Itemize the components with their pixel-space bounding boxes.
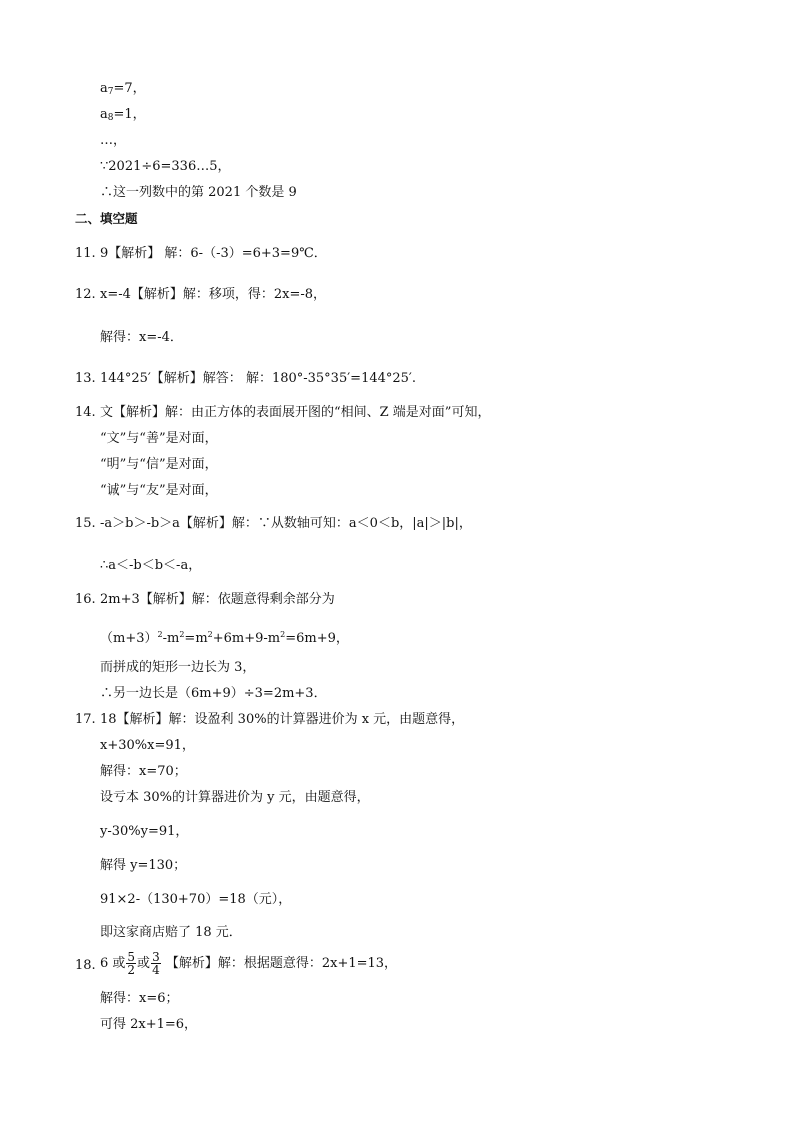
q18-number: 18. [75, 958, 96, 973]
q17-line7: 91×2-（130+70）=18（元）， [100, 892, 292, 907]
q18-fraction-1 [126, 951, 136, 976]
q17-line4: 设亏本 30%的计算器进价为 y 元，由题意得， [100, 790, 370, 805]
q11-number: 11. [75, 246, 96, 261]
q15-answer: -a＞b＞-b＞a【解析】解：∵从数轴可知：a＜0＜b，|a|＞|b|， [100, 516, 472, 531]
q16-eq-part: =m [184, 631, 208, 646]
q18-fraction-2 [151, 951, 161, 976]
q15-number: 15. [75, 516, 96, 531]
q16-number: 16. [75, 592, 96, 607]
q13-number: 13. [75, 371, 96, 386]
q18-line3: 可得 2x+1=6， [100, 1017, 198, 1032]
q12-number: 12. [75, 287, 96, 302]
q17-line2: x+30%x=91， [100, 738, 195, 753]
q13-answer: 144°25′【解析】解答： 解：180°-35°35′=144°25′. [100, 371, 417, 386]
q14-line4: “诚”与“友”是对面， [100, 483, 218, 498]
q12-answer: x=-4【解析】解：移项，得：2x=-8， [100, 287, 327, 302]
q14-line3: “明”与“信”是对面， [100, 457, 218, 472]
q17-number: 17. [75, 712, 96, 727]
line-a8 [100, 106, 146, 127]
q16-eq-part: （m+3） [100, 631, 158, 646]
a7-subscript: 7 [107, 87, 114, 97]
q14-line2: “文”与“善”是对面， [100, 431, 218, 446]
line-a7 [100, 80, 146, 101]
line-because-division: ∵2021÷6=336…5， [100, 159, 231, 174]
q18-or: 或 [137, 956, 151, 971]
fraction-numerator: 5 [127, 950, 136, 964]
q16-eq-exponent: 2 [207, 630, 213, 639]
q17-line6: 解得 y=130； [100, 858, 187, 873]
q16-eq-exponent: 2 [157, 630, 163, 639]
fraction-numerator: 3 [152, 950, 160, 964]
fraction-denominator: 2 [127, 963, 136, 977]
q17-line8: 即这家商店赔了 18 元． [100, 925, 242, 940]
q16-eq-part: -m [162, 631, 180, 646]
a8-subscript: 8 [107, 113, 114, 123]
fraction-denominator: 4 [152, 963, 160, 977]
q18-post: 【解析】解：根据题意得：2x+1=13， [161, 956, 398, 971]
a8-base: a [100, 107, 108, 122]
q14-answer: 文【解析】解：由正方体的表面展开图的“相间、Z 端是对面”可知， [100, 405, 491, 420]
a7-base: a [100, 81, 108, 96]
q17-line5: y-30%y=91， [100, 824, 189, 839]
q16-line3: 而拼成的矩形一边长为 3， [100, 660, 256, 675]
q18-line2: 解得：x=6； [100, 991, 179, 1006]
q16-line2-equation [100, 626, 349, 648]
q12-line2: 解得：x=-4． [100, 330, 183, 345]
q16-eq-part: =6m+9， [285, 631, 349, 646]
line-ellipsis: …， [100, 133, 127, 148]
q16-line4: ∴另一边长是（6m+9）÷3=2m+3． [100, 686, 327, 701]
q18-pre: 6 或 [100, 956, 126, 971]
a8-value: =1， [113, 107, 146, 122]
q16-eq-exponent: 2 [280, 630, 286, 639]
line-therefore-answer: ∴这一列数中的第 2021 个数是 9 [100, 185, 297, 200]
q14-number: 14. [75, 405, 96, 420]
q18-answer [100, 949, 397, 979]
q17-answer: 18【解析】解：设盈利 30%的计算器进价为 x 元，由题意得， [100, 712, 465, 727]
section-title-fill-blank: 二、填空题 [75, 211, 138, 226]
q11-answer: 9【解析】 解：6-（-3）=6+3=9℃． [100, 246, 327, 261]
q17-line3: 解得：x=70； [100, 764, 187, 779]
q16-eq-exponent: 2 [179, 630, 185, 639]
q16-answer: 2m+3【解析】解：依题意得剩余部分为 [100, 592, 335, 607]
a7-value: =7， [113, 81, 146, 96]
q15-line2: ∴a＜-b＜b＜-a， [100, 558, 202, 573]
q16-eq-part: +6m+9-m [212, 631, 281, 646]
